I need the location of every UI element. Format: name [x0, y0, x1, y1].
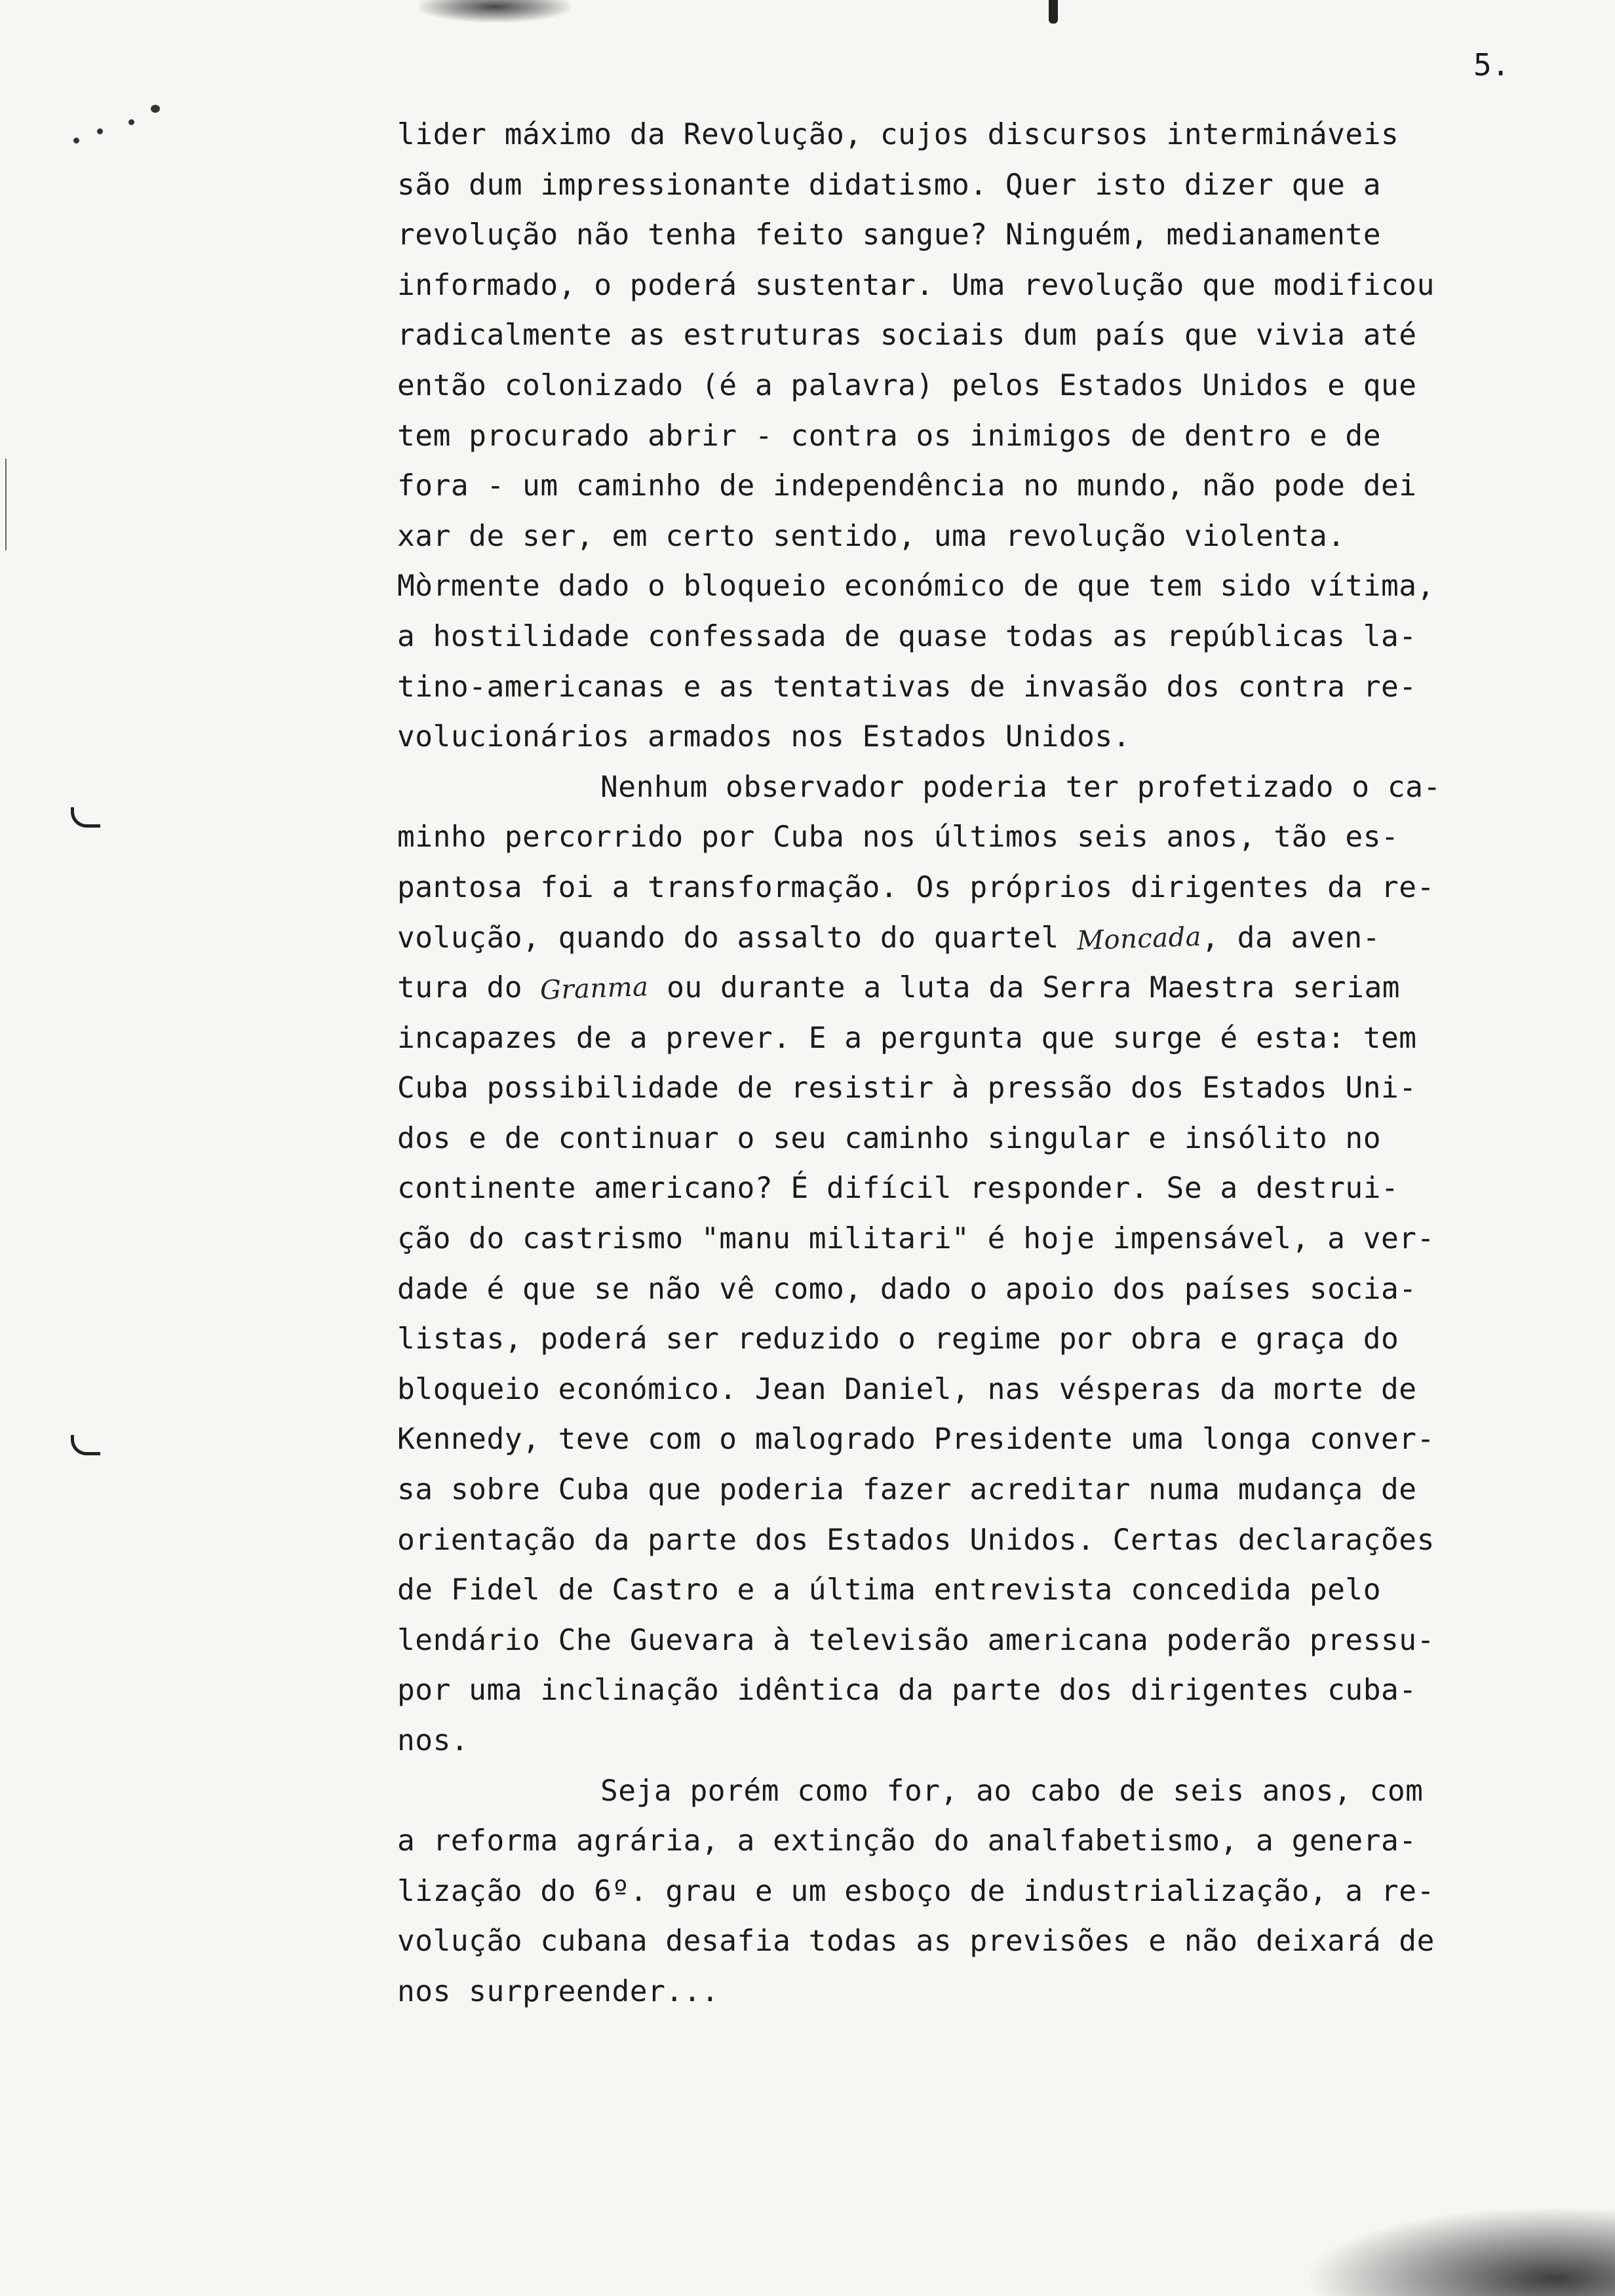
text-line: Kennedy, teve com o malogrado Presidente uma longa conver-	[397, 1423, 1435, 1457]
handwritten-word: Granma	[539, 972, 650, 1006]
scan-line	[5, 459, 7, 550]
text-line: dade é que se não vê como, dado o apoio dos países socia-	[397, 1272, 1417, 1306]
text-line: radicalmente as estruturas sociais dum país que vivia até	[397, 318, 1417, 353]
text-line: tem procurado abrir - contra os inimigos de dentro e de	[397, 419, 1382, 453]
text-line: então colonizado (é a palavra) pelos Estados Unidos e que	[397, 368, 1417, 402]
text-line: revolução não tenha feito sangue? Ninguém, medianamente	[397, 218, 1382, 252]
handwritten-word: Moncada	[1076, 921, 1202, 956]
text-line: Cuba possibilidade de resistir à pressão dos Estados Uni-	[397, 1071, 1417, 1105]
scan-speck	[97, 128, 103, 134]
text-line: a reforma agrária, a extinção do analfabetismo, a genera-	[397, 1824, 1417, 1858]
scan-smudge	[419, 0, 570, 22]
text-line: tino-americanas e as tentativas de invasão dos contra re-	[397, 670, 1417, 704]
text-line: bloqueio económico. Jean Daniel, nas vésperas da morte de	[397, 1372, 1417, 1406]
text-line: orientação da parte dos Estados Unidos. Certas declarações	[397, 1523, 1435, 1557]
text-segment: tura do	[397, 971, 523, 1005]
text-line: Nenhum observador poderia ter profetizado o ca-	[600, 770, 1441, 804]
scan-speck	[73, 138, 79, 144]
text-line: xar de ser, em certo sentido, uma revolução violenta.	[397, 519, 1346, 553]
text-line: continente americano? É difícil responder. Se a destrui-	[397, 1172, 1399, 1206]
text-line: de Fidel de Castro e a última entrevista concedida pelo	[397, 1573, 1382, 1607]
text-line: lendário Che Guevara à televisão americana poderão pressu-	[397, 1623, 1435, 1657]
text-segment: ou durante a luta da Serra Maestra seriam	[667, 971, 1401, 1005]
scan-smudge	[1049, 0, 1058, 24]
margin-mark	[71, 807, 100, 828]
text-segment: , da aven-	[1201, 921, 1381, 955]
text-line: por uma inclinação idêntica da parte dos dirigentes cuba-	[397, 1674, 1417, 1708]
text-line: Mòrmente dado o bloqueio económico de que tem sido vítima,	[397, 569, 1435, 603]
text-line: dos e de continuar o seu caminho singular e insólito no	[397, 1121, 1382, 1155]
text-line: são dum impressionante didatismo. Quer isto dizer que a	[397, 168, 1382, 202]
text-line: lider máximo da Revolução, cujos discursos intermináveis	[397, 118, 1399, 151]
text-line: sa sobre Cuba que poderia fazer acreditar numa mudança de	[397, 1473, 1417, 1507]
text-line: nos surpreender...	[397, 1974, 720, 2008]
text-segment: volução, quando do assalto do quartel	[397, 921, 1059, 955]
text-line: Seja porém como for, ao cabo de seis anos, com	[600, 1774, 1424, 1808]
scan-speck	[128, 119, 134, 125]
scan-speck	[151, 105, 160, 113]
text-line: nos.	[397, 1724, 469, 1757]
text-line: ção do castrismo "manu militari" é hoje impensável, a ver-	[397, 1222, 1435, 1256]
text-line: lização do 6º. grau e um esboço de industrialização, a re-	[397, 1874, 1435, 1908]
page-number: 5.	[1473, 47, 1510, 83]
text-line: pantosa foi a transformação. Os próprios dirigentes da re-	[397, 870, 1435, 904]
text-line: volução cubana desafia todas as previsões e não deixará de	[397, 1924, 1435, 1959]
text-line: incapazes de a prever. E a pergunta que surge é esta: tem	[397, 1021, 1417, 1055]
body-text	[397, 110, 1577, 2018]
scan-smudge	[1311, 2208, 1615, 2296]
text-line: informado, o poderá sustentar. Uma revolução que modificou	[397, 268, 1435, 302]
text-line: a hostilidade confessada de quase todas as repúblicas la-	[397, 619, 1417, 653]
text-line: minho percorrido por Cuba nos últimos seis anos, tão es-	[397, 820, 1399, 854]
text-line: listas, poderá ser reduzido o regime por obra e graça do	[397, 1322, 1399, 1356]
text-line-with-handwriting	[397, 963, 1577, 1014]
text-line: fora - um caminho de independência no mundo, não pode dei	[397, 469, 1417, 503]
text-line-with-handwriting	[397, 913, 1577, 964]
margin-mark	[71, 1435, 100, 1455]
text-line: volucionários armados nos Estados Unidos.	[397, 720, 1131, 754]
